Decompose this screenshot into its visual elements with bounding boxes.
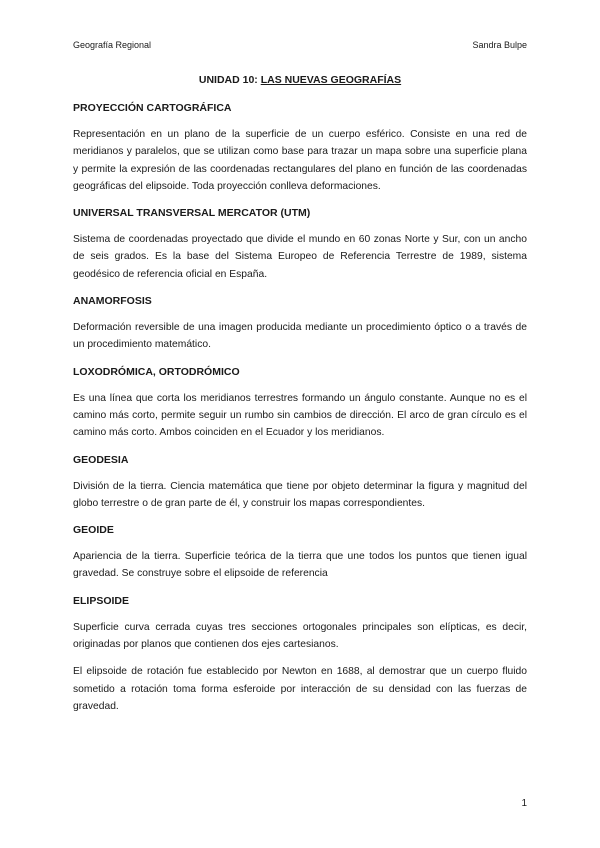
- section-paragraph: Representación en un plano de la superficie de un cuerpo esférico. Consiste en una red de meridianos y paralelos, que se utilizan como base para trazar un mapa sobre una superficie plana y permite la expresión de las coordenadas rectangulares del plano en función de las coordenadas geográficas del elipsoide. Toda proyección conlleva deformaciones.: [73, 129, 527, 192]
- section-title: GEODESIA: [73, 453, 129, 466]
- section-paragraph: Superficie curva cerrada cuyas tres secciones ortogonales principales son elípticas, es decir, originadas por planos que contienen dos ejes cartesianos.: [73, 621, 527, 651]
- section-paragraph: Apariencia de la tierra. Superficie teórica de la tierra que une todos los puntos que tienen igual gravedad. Se construye sobre el elipsoide de referencia: [73, 551, 527, 580]
- section-title: PROYECCIÓN CARTOGRÁFICA: [73, 102, 232, 114]
- header-course: Geografía Regional: [73, 40, 152, 50]
- section-paragraph: Deformación reversible de una imagen producida mediante un procedimiento óptico o a través de un procedimiento matemático.: [73, 322, 527, 351]
- section-title: GEOIDE: [73, 524, 114, 537]
- title-underlined: LAS NUEVAS GEOGRAFÍAS: [260, 74, 402, 86]
- section-title: ANAMORFOSIS: [73, 295, 152, 308]
- page-number: 1: [521, 798, 527, 809]
- title-prefix: UNIDAD 10:: [198, 74, 261, 86]
- page-header: [73, 40, 527, 54]
- page-title: [73, 74, 527, 86]
- section-title: ELIPSOIDE: [73, 594, 130, 607]
- section-paragraph: Sistema de coordenadas proyectado que divide el mundo en 60 zonas Norte y Sur, con un ancho de seis grados. Es la base del Sistema Europeo de Referencia Terrestre de 1989, sistema geodésico de referencia oficial en España.: [73, 234, 527, 280]
- section-paragraph: División de la tierra. Ciencia matemática que tiene por objeto determinar la figura y magnitud del globo terrestre o de gran parte de él, y construir los mapas correspondientes.: [73, 480, 527, 509]
- section-paragraph: Es una línea que corta los meridianos terrestres formando un ángulo constante. Aunque no es el camino más corto, permite seguir un rumbo sin cambios de dirección. El arco de gran círculo es el camino más corto. Ambos coinciden en el Ecuador y los meridianos.: [73, 392, 527, 439]
- section-title: LOXODRÓMICA, ORTODRÓMICO: [73, 365, 240, 378]
- header-author: Sandra Bulpe: [472, 40, 527, 50]
- section-title: UNIVERSAL TRANSVERSAL MERCATOR (UTM): [73, 207, 311, 220]
- document-body: [73, 74, 527, 725]
- section-paragraph: El elipsoide de rotación fue establecido por Newton en 1688, al demostrar que un cuerpo fluido sometido a rotación toma forma esferoide por interacción de su densidad con las fuerzas de gravedad.: [73, 666, 527, 712]
